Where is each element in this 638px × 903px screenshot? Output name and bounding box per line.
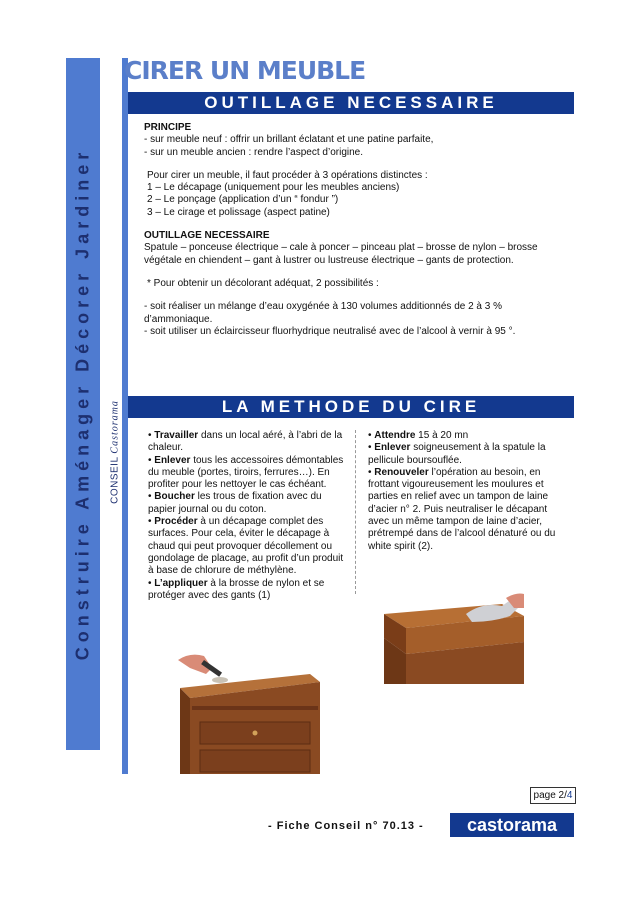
principe-title: PRINCIPE [144, 122, 192, 133]
page-indicator [530, 787, 576, 804]
section-outillage-body [144, 122, 564, 338]
method-column-right [368, 430, 566, 553]
step-keyword: Enlever [374, 442, 411, 454]
step-text: l’opération au besoin, en frottant vigoureusement les moulures et parties en relief avec un tampon de laine d’acier n° 2. Puis neutraliser le décapant avec un même tampon de laine d’acier, prétrempé dans de l’alcool dénaturé ou du white spirit (2). [368, 466, 556, 552]
outillage-text: Spatule – ponceuse électrique – cale à poncer – pinceau plat – brosse de nylon – brosse végétale en chiendent – gant à lustrer ou lustreuse électrique – gants de protection. [144, 242, 538, 266]
page-total: 4 [566, 790, 573, 801]
decolorant-note: * Pour obtenir un décolorant adéquat, 2 possibilités : [147, 277, 379, 289]
step-keyword: Renouveler [374, 466, 429, 478]
principe-line: - sur un meuble ancien : rendre l’aspect d’origine. [144, 146, 364, 158]
step-text: à la brosse de nylon et se protéger avec des gants (1) [148, 577, 325, 601]
section-heading-methode: LA METHODE DU CIRE [128, 396, 574, 418]
method-step: • Enlever soigneusement à la spatule la pellicule boursouflée. [368, 442, 546, 466]
possibility-item: - soit utiliser un éclaircisseur fluorhydrique neutralisé avec de l’alcool à vernir à 95 °. [144, 325, 516, 337]
step-keyword: Travailler [154, 430, 199, 441]
method-step: • Enlever tous les accessoires démontables du meuble (portes, tiroirs, ferrures…). En profiter pour les nettoyer le cas échéant. [148, 454, 344, 491]
section-heading-outillage: OUTILLAGE NECESSAIRE [128, 92, 574, 114]
column-divider [355, 430, 356, 594]
step-text: tous les accessoires démontables du meuble (portes, tiroirs, ferrures…). En profiter pour les nettoyer le cas échéant. [148, 454, 344, 491]
ops-intro: Pour cirer un meuble, il faut procéder à 3 opérations distinctes : [147, 169, 428, 181]
op-item: 1 – Le décapage (uniquement pour les meubles anciens) [147, 182, 400, 194]
conseil-castorama-label [110, 400, 121, 504]
principe-line: - sur meuble neuf : offrir un brillant éclatant et une patine parfaite, [144, 134, 434, 146]
outillage-title: OUTILLAGE NECESSAIRE [144, 230, 270, 242]
step-text: les trous de fixation avec du papier journal ou du coton. [148, 491, 322, 515]
page-label: page 2/ [533, 790, 567, 801]
illustration-applying-stripper [170, 646, 320, 774]
method-step: • L’appliquer à la brosse de nylon et se protéger avec des gants (1) [148, 577, 325, 601]
castorama-logo: castorama [450, 813, 574, 837]
step-keyword: Boucher [154, 491, 195, 503]
step-keyword: Enlever [154, 454, 191, 466]
method-step: • Renouveler l’opération au besoin, en frottant vigoureusement les moulures et parties en relief avec un tampon de laine d’acier n° 2. Puis neutraliser le décapant avec un même tampon de laine d’acier, prétrempé dans de l’alcool dénaturé ou du white spirit (2). [368, 466, 556, 552]
conseil-brand: Castorama [109, 400, 121, 454]
step-keyword: Attendre [374, 430, 416, 441]
op-item: 3 – Le cirage et polissage (aspect patine) [147, 206, 330, 218]
op-item: 2 – Le ponçage (application d’un “ fondur ”) [147, 194, 339, 206]
page-title: CIRER UN MEUBLE [124, 56, 366, 85]
possibility-item: - soit réaliser un mélange d’eau oxygénée à 130 volumes additionnés de 2 à 3 % d’ammoniaque. [144, 301, 503, 325]
sidebar-vertical-text: Construire Aménager Décorer Jardiner [72, 147, 93, 661]
step-text: dans un local aéré, à l’abri de la chaleur. [148, 430, 343, 454]
method-step: • Procéder à un décapage complet des surfaces. Pour cela, éviter le décapage à chaud qui peut provoquer décollement ou gondolage de placage, au profit d’un produit à base de chlorure de méthylène. [148, 516, 344, 577]
step-keyword: L’appliquer [154, 577, 208, 589]
step-text: à un décapage complet des surfaces. Pour cela, éviter le décapage à chaud qui peut provoquer décollement ou gondolage de placage, au profit d’un produit à base de chlorure de méthylène. [148, 516, 344, 577]
method-step: • Attendre 15 à 20 mn [368, 430, 469, 441]
step-text: 15 à 20 mn [415, 430, 469, 441]
step-keyword: Procéder [154, 516, 198, 528]
method-column-left [148, 430, 346, 602]
method-step: • Travailler dans un local aéré, à l’abri de la chaleur. [148, 430, 343, 454]
footer-fiche: - Fiche Conseil n° 70.13 - [268, 820, 424, 832]
illustration-scraping-surface [384, 592, 524, 684]
step-text: soigneusement à la spatule la pellicule boursouflée. [368, 442, 546, 466]
method-step: • Boucher les trous de fixation avec du papier journal ou du coton. [148, 491, 322, 515]
conseil-label: CONSEIL [109, 456, 121, 504]
